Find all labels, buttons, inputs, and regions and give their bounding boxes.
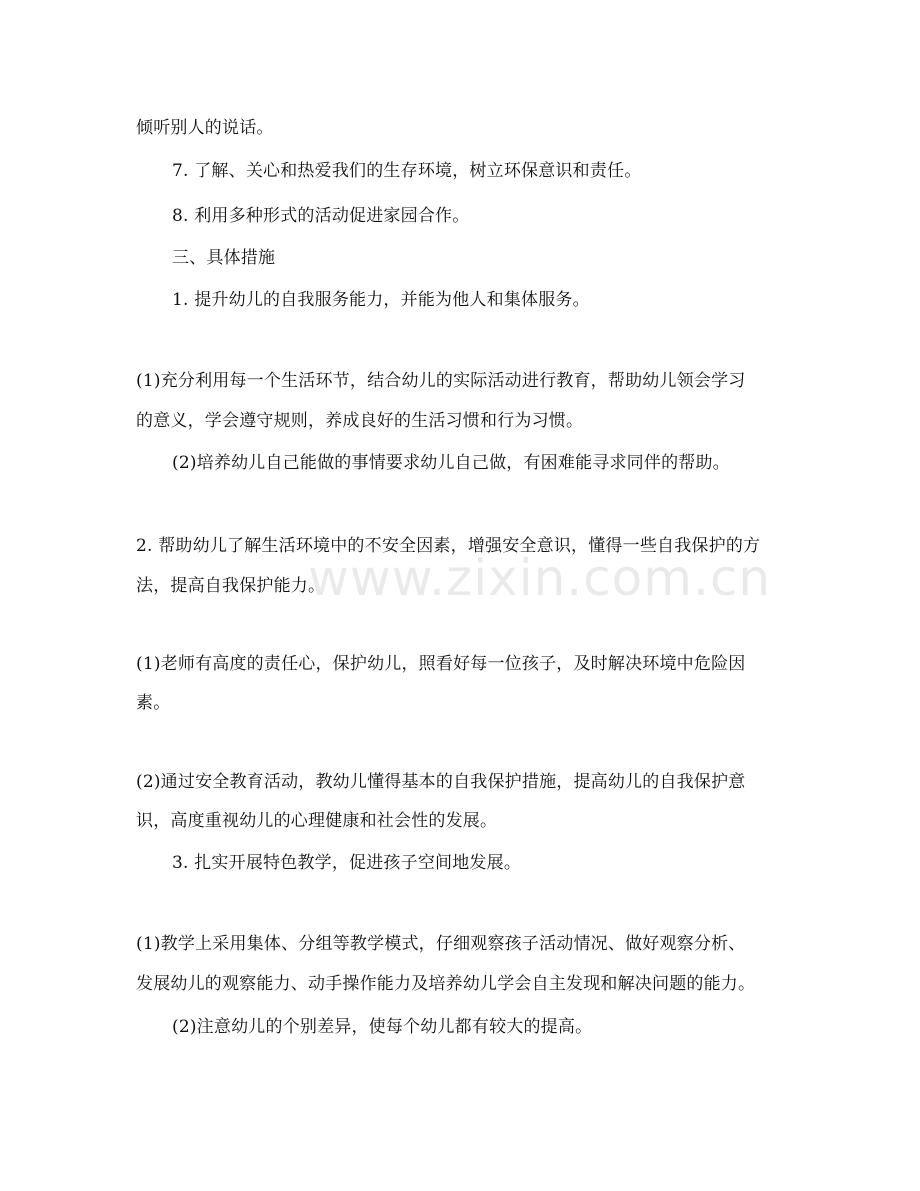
paragraph-line: 的意义，学会遵守规则，养成良好的生活习惯和行为习惯。 <box>136 411 584 431</box>
paragraph-line: 素。 <box>136 693 171 713</box>
paragraph-line: (2)通过安全教育活动，教幼儿懂得基本的自我保护措施，提高幼儿的自我保护意 <box>136 772 746 792</box>
paragraph-line: 识，高度重视幼儿的心理健康和社会性的发展。 <box>136 811 498 831</box>
paragraph-line: 7. 了解、关心和热爱我们的生存环境，树立环保意识和责任。 <box>172 161 642 181</box>
paragraph-line: 倾听别人的说话。 <box>136 118 274 138</box>
paragraph-line: (1)教学上采用集体、分组等教学模式，仔细观察孩子活动情况、做好观察分析、 <box>136 934 746 954</box>
paragraph-line: (1)老师有高度的责任心，保护幼儿，照看好每一位孩子，及时解决环境中危险因 <box>136 654 746 674</box>
paragraph-line: (2)注意幼儿的个别差异，使每个幼儿都有较大的提高。 <box>172 1017 593 1037</box>
paragraph-line: 1. 提升幼儿的自我服务能力，并能为他人和集体服务。 <box>172 290 590 310</box>
paragraph-line: 法，提高自我保护能力。 <box>136 576 326 596</box>
paragraph-line: 3. 扎实开展特色教学，促进孩子空间地发展。 <box>172 853 522 873</box>
paragraph-line: 8. 利用多种形式的活动促进家园合作。 <box>172 206 470 226</box>
paragraph-line: 2. 帮助幼儿了解生活环境中的不安全因素，增强安全意识，懂得一些自我保护的方 <box>136 536 761 556</box>
watermark: www.zixin.com.cn <box>308 549 772 607</box>
paragraph-line: (1)充分利用每一个生活环节，结合幼儿的实际活动进行教育，帮助幼儿领会学习 <box>136 371 746 391</box>
paragraph-line: (2)培养幼儿自己能做的事情要求幼儿自己做，有困难能寻求同伴的帮助。 <box>172 453 730 473</box>
paragraph-line: 发展幼儿的观察能力、动手操作能力及培养幼儿学会自主发现和解决问题的能力。 <box>136 974 756 994</box>
section-heading: 三、具体措施 <box>172 248 276 268</box>
